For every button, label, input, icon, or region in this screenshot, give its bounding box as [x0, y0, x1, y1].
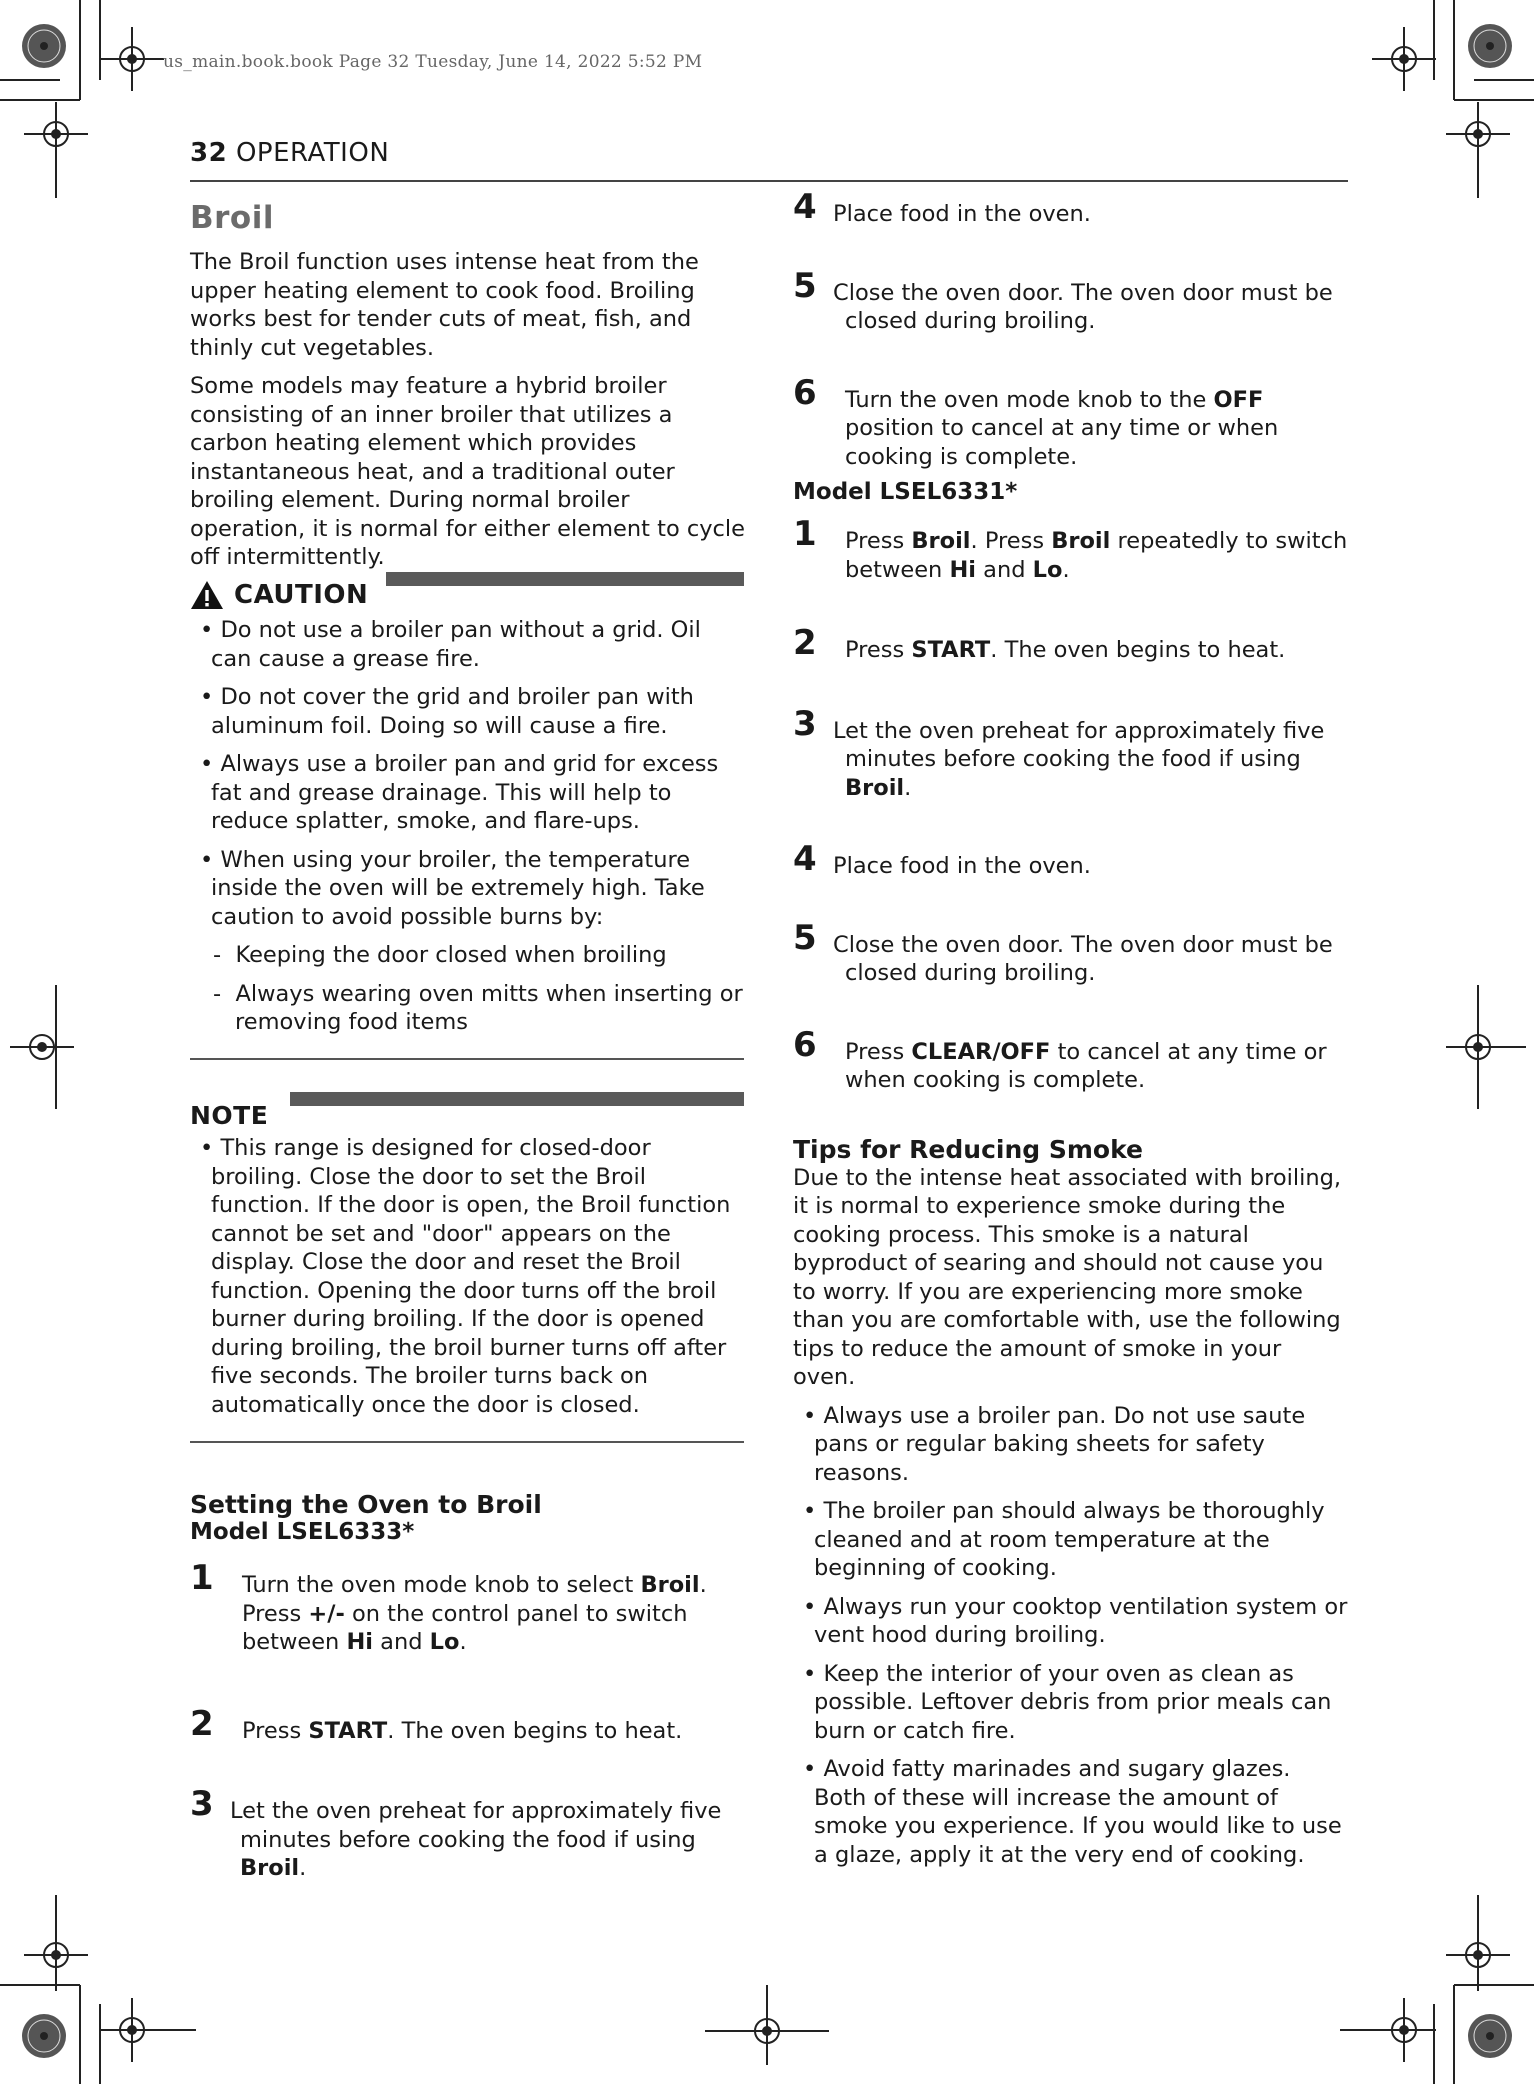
step: 1 Turn the oven mode knob to select Broil. Press +/- on the control panel to switch between Hi and Lo.: [190, 1558, 707, 1655]
step: 5 Close the oven door. The oven door must be closed during broiling.: [793, 917, 1333, 986]
tips-bullet: • Always run your cooktop ventilation system or vent hood during broiling.: [803, 1593, 1348, 1648]
caution-bullet: • Always use a broiler pan and grid for excess fat and grease drainage. This will help to reduce splatter, smoke, and flare-ups.: [200, 751, 719, 834]
model-label: Model LSEL6331*: [793, 479, 1018, 505]
step: 3 Let the oven preheat for approximately five minutes before cooking the food if using Broil.: [190, 1784, 722, 1881]
section-title: OPERATION: [235, 138, 390, 168]
setting-section: [190, 1490, 750, 1883]
caution-subitem: - Keeping the door closed when broiling: [213, 942, 667, 968]
tips-bullet: • Keep the interior of your oven as clean as possible. Leftover debris from prior meals can burn or catch fire.: [803, 1660, 1332, 1744]
step: 4 Place food in the oven.: [793, 839, 1091, 879]
registration-crosshair-icon: [24, 1895, 88, 1991]
step: 6 Turn the oven mode knob to the OFF position to cancel at any time or when cooking is complete.: [793, 372, 1279, 470]
step: 6 Press CLEAR/OFF to cancel at any time or when cooking is complete.: [793, 1024, 1327, 1093]
step: 3 Let the oven preheat for approximately five minutes before cooking the food if using Broil.: [793, 703, 1325, 801]
setting-title: Setting the Oven to Broil: [190, 1490, 542, 1519]
tips-bullet: • Avoid fatty marinades and sugary glazes. Both of these will increase the amount of smoke you experience. If you would like to use a glaze, apply it at the very end of cooking.: [803, 1756, 1342, 1868]
registration-crosshair-icon: [1340, 1998, 1436, 2062]
header-rule: [190, 180, 1348, 182]
left-column: [190, 200, 750, 572]
caution-box: [190, 580, 746, 1047]
caution-heading: CAUTION: [190, 580, 746, 610]
note-heading: NOTE: [190, 1101, 269, 1130]
warning-triangle-icon: [190, 580, 224, 610]
registration-crosshair-icon: [1446, 102, 1510, 198]
print-slug: us_main.book.book Page 32 Tuesday, June 14, 2022 5:52 PM: [163, 52, 703, 72]
step: 2 Press START. The oven begins to heat.: [190, 1703, 683, 1744]
page-header: [190, 138, 389, 168]
registration-crosshair-icon: [1372, 27, 1436, 91]
registration-crosshair-icon: [24, 102, 88, 198]
broil-title: Broil: [190, 200, 274, 236]
registration-starburst-icon: [20, 2012, 68, 2060]
registration-crosshair-icon: [100, 1998, 196, 2062]
broil-paragraph: The Broil function uses intense heat from the upper heating element to cook food. Broiling works best for tender cuts of meat, fish, and thinly cut vegetables.: [190, 249, 699, 361]
tips-intro: Due to the intense heat associated with broiling, it is normal to experience smoke during the cooking process. This smoke is a natural byproduct of searing and should not cause you to worry. If you are experiencing more smoke than you are comfortable with, use the following tips to reduce the amount of smoke in your oven.: [793, 1164, 1342, 1390]
registration-crosshair-icon: [1446, 985, 1526, 1109]
note-bullet: • This range is designed for closed-door broiling. Close the door to set the Broil function. If the door is open, the Broil function cannot be set and "door" appears on the display. Close the door and reset the Broil function. Opening the door turns off the broil burner during broiling. If the door is opened during broiling, the broil burner turns off after five seconds. The broiler turns back on automatically once the door is closed.: [200, 1135, 731, 1418]
note-box: [190, 1101, 746, 1429]
registration-crosshair-icon: [705, 1985, 829, 2065]
caution-bottom-rule: [190, 1058, 744, 1060]
right-column: [793, 187, 1348, 1879]
registration-starburst-icon: [20, 22, 68, 70]
model-label: Model LSEL6333*: [190, 1519, 415, 1545]
caution-bullet: • Do not cover the grid and broiler pan with aluminum foil. Doing so will cause a fire.: [200, 684, 694, 739]
tips-bullet: • Always use a broiler pan. Do not use saute pans or regular baking sheets for safety reasons.: [803, 1402, 1306, 1486]
step: 2 Press START. The oven begins to heat.: [793, 623, 1286, 663]
registration-starburst-icon: [1466, 2012, 1514, 2060]
step: 5 Close the oven door. The oven door must be closed during broiling.: [793, 265, 1333, 334]
caution-subitem: - Always wearing oven mitts when inserting or removing food items: [213, 980, 743, 1035]
registration-crosshair-icon: [10, 985, 74, 1109]
step: 4 Place food in the oven.: [793, 187, 1091, 227]
page-number: 32: [190, 138, 228, 168]
caution-bullet: • When using your broiler, the temperature inside the oven will be extremely high. Take caution to avoid possible burns by:: [200, 846, 705, 930]
registration-crosshair-icon: [100, 27, 164, 91]
registration-starburst-icon: [1466, 22, 1514, 70]
note-bottom-rule: [190, 1441, 744, 1443]
caution-bullet: • Do not use a broiler pan without a grid. Oil can cause a grease fire.: [200, 617, 701, 672]
tips-bullet: • The broiler pan should always be thoroughly cleaned and at room temperature at the beginning of cooking.: [803, 1498, 1325, 1581]
registration-crosshair-icon: [1446, 1895, 1510, 1991]
step: 1 Press Broil. Press Broil repeatedly to switch between Hi and Lo.: [793, 514, 1348, 583]
broil-paragraph: Some models may feature a hybrid broiler consisting of an inner broiler that utilizes a carbon heating element which provides instantaneous heat, and a traditional outer broiling element. During normal broiler operation, it is normal for either element to cycle off intermittently.: [190, 373, 746, 570]
tips-title: Tips for Reducing Smoke: [793, 1134, 1144, 1164]
